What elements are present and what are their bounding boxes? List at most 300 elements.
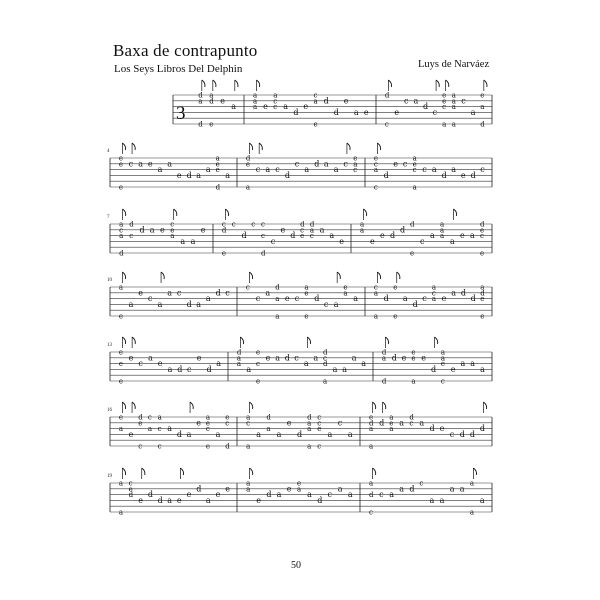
tab-letter: d — [323, 360, 328, 369]
tab-letter: d — [390, 231, 396, 241]
tab-letter: a — [399, 418, 405, 428]
tab-letter: d — [317, 496, 323, 505]
tab-letter: e — [297, 479, 302, 488]
rhythm-flag — [249, 272, 252, 279]
tab-letter: e — [286, 484, 292, 494]
rhythm-flag — [397, 272, 400, 279]
tab-letter: e — [118, 377, 124, 386]
rhythm-flag — [132, 143, 135, 150]
tab-letter: a — [225, 171, 230, 180]
tab-letter: a — [459, 484, 465, 494]
tab-letter: c — [270, 237, 276, 246]
tab-letter: e — [412, 160, 417, 169]
tab-letter: a — [205, 165, 211, 175]
tab-letter: d — [469, 430, 476, 439]
tab-letter: c — [373, 283, 378, 292]
tab-letter: c — [420, 237, 425, 246]
tab-letter: a — [369, 425, 374, 434]
piece-title: Baxa de contrapunto — [113, 41, 258, 60]
rhythm-flag — [347, 143, 350, 150]
tab-letter: d — [307, 413, 312, 422]
tab-system — [107, 143, 492, 192]
tab-letter: a — [297, 485, 302, 494]
tab-letter: a — [276, 490, 282, 500]
tab-letter: a — [332, 365, 338, 374]
tab-letter: c — [261, 232, 265, 241]
tab-letter: a — [304, 283, 309, 292]
tab-letter: d — [409, 413, 414, 422]
tab-letter: a — [323, 159, 329, 169]
tab-letter: a — [266, 425, 271, 434]
tab-letter: c — [255, 294, 261, 304]
tab-letter: e — [225, 484, 230, 494]
measure-number: 4 — [107, 149, 110, 154]
tab-letter: c — [353, 166, 358, 175]
rhythm-flag — [483, 402, 486, 409]
tab-letter: d — [266, 413, 271, 422]
tab-letter: a — [431, 283, 437, 292]
tab-letter: a — [246, 442, 251, 451]
tab-letter: c — [129, 232, 134, 241]
tab-letter: a — [440, 226, 445, 235]
tab-letter: a — [342, 365, 347, 374]
tab-letter: e — [394, 108, 400, 117]
tab-letter: d — [480, 220, 485, 229]
tab-letter: d — [383, 294, 389, 304]
rhythm-flag — [257, 80, 260, 87]
tab-letter: c — [147, 413, 152, 422]
tab-letter: c — [138, 359, 143, 369]
tab-letter: c — [147, 294, 153, 304]
tab-letter: c — [422, 165, 427, 175]
tab-letter: c — [432, 108, 438, 117]
tab-letter: a — [128, 300, 134, 309]
tab-letter: d — [391, 353, 397, 363]
tab-letter: d — [423, 102, 429, 112]
tab-system — [107, 402, 492, 451]
tab-letter: c — [176, 288, 182, 298]
tab-letter: d — [409, 484, 415, 494]
tab-letter: d — [400, 225, 406, 235]
tab-letter: a — [307, 490, 312, 500]
tab-letter: d — [479, 424, 486, 434]
tab-letter: e — [118, 160, 124, 169]
tab-letter: a — [205, 413, 211, 422]
tab-letter: a — [431, 295, 437, 304]
tab-letter: e — [343, 96, 349, 106]
tab-letter: a — [419, 418, 425, 428]
tab-letter: e — [300, 232, 305, 241]
tab-letter: a — [369, 479, 374, 488]
tab-letter: a — [389, 413, 394, 422]
rhythm-flag — [161, 272, 164, 279]
rhythm-flag — [202, 80, 205, 87]
tab-letter: a — [347, 490, 353, 500]
measure-number: 19 — [107, 474, 112, 479]
tab-letter: c — [337, 418, 343, 428]
tab-letter: e — [389, 419, 394, 428]
tab-letter: a — [256, 430, 261, 439]
tab-letter: a — [353, 294, 358, 304]
tab-letter: a — [480, 103, 485, 112]
tab-letter: c — [157, 442, 162, 451]
tab-letter: c — [422, 294, 427, 304]
tab-letter: e — [265, 353, 271, 363]
tab-letter: d — [138, 413, 143, 422]
tab-letter: d — [297, 430, 303, 439]
tab-letter: a — [167, 288, 172, 298]
tab-letter: e — [118, 183, 124, 192]
tab-letter: d — [460, 288, 467, 298]
tab-letter: a — [431, 165, 437, 175]
tab-letter: c — [317, 413, 322, 422]
tab-letter: a — [196, 300, 201, 309]
rhythm-flag — [132, 337, 135, 344]
tab-letter: e — [157, 359, 163, 369]
tab-letter: e — [480, 249, 485, 258]
tab-letter: a — [361, 359, 367, 369]
tab-letter: a — [470, 359, 476, 369]
tab-letter: d — [410, 220, 415, 229]
tab-letter: a — [205, 294, 211, 304]
tab-letter: a — [253, 97, 258, 106]
tab-letter: e — [380, 231, 385, 241]
tab-letter: a — [273, 91, 278, 100]
tab-letter: a — [236, 354, 242, 363]
rhythm-flag — [225, 209, 228, 216]
composer-name: Luys de Narváez — [418, 59, 490, 70]
tab-letter: d — [139, 225, 145, 235]
tab-letter: d — [381, 377, 387, 386]
tab-letter: c — [317, 442, 322, 451]
tab-letter: a — [469, 508, 475, 517]
tab-letter: c — [138, 442, 143, 451]
tab-letter: e — [393, 312, 398, 321]
tab-letter: e — [138, 419, 143, 428]
tab-letter: e — [256, 496, 261, 505]
tab-letter: a — [148, 353, 153, 363]
tab-letter: e — [439, 424, 445, 434]
tab-letter: a — [327, 430, 333, 439]
tab-letter: a — [231, 102, 237, 112]
rhythm-flag — [435, 337, 438, 344]
tab-letter: a — [245, 183, 251, 192]
tab-letter: d — [323, 96, 329, 106]
tab-letter: d — [206, 365, 212, 374]
tab-letter: d — [309, 220, 315, 229]
tab-letter: a — [451, 165, 456, 175]
tab-letter: c — [294, 159, 300, 169]
tab-letter: e — [373, 154, 379, 163]
tab-letter: e — [421, 353, 426, 363]
time-signature: 3 — [176, 103, 186, 124]
tab-letter: d — [293, 108, 299, 117]
tab-letter: a — [451, 120, 456, 129]
tab-letter: e — [196, 418, 201, 428]
tab-letter: c — [294, 294, 300, 304]
tab-letter: c — [261, 220, 265, 229]
tab-letter: c — [317, 419, 322, 428]
tab-letter: d — [129, 220, 134, 229]
tab-letter: a — [167, 159, 172, 169]
tab-letter: a — [430, 231, 435, 241]
tab-letter: a — [275, 312, 280, 321]
tab-letter: e — [215, 490, 221, 500]
tab-letter: d — [245, 154, 251, 163]
tab-letter: d — [198, 120, 203, 129]
tab-letter: a — [389, 425, 394, 434]
tab-letter: c — [256, 360, 260, 369]
tab-letter: c — [119, 226, 124, 235]
tab-letter: a — [440, 220, 445, 229]
tab-letter: a — [411, 377, 416, 386]
tab-letter: e — [304, 289, 309, 298]
tab-letter: c — [449, 430, 455, 439]
rhythm-flag — [473, 468, 476, 475]
tab-system — [107, 337, 492, 386]
tab-letter: c — [409, 419, 414, 428]
tab-letter: a — [190, 237, 196, 246]
tab-letter: a — [313, 353, 319, 363]
tab-letter: a — [275, 295, 280, 304]
tab-letter: c — [419, 479, 424, 488]
tab-letter: d — [290, 231, 296, 241]
tab-system — [107, 209, 492, 258]
tab-letter: e — [176, 496, 182, 505]
tab-letter: a — [157, 413, 162, 422]
tab-letter: e — [441, 294, 447, 304]
tab-letter: a — [149, 225, 155, 235]
tab-letter: a — [209, 91, 214, 100]
rhythm-flag — [259, 143, 262, 150]
tab-letter: c — [323, 300, 329, 309]
tab-letter: c — [294, 353, 299, 363]
tab-letter: a — [429, 496, 435, 505]
tab-letter: d — [215, 288, 221, 298]
tab-letter: a — [373, 289, 379, 298]
tab-letter: a — [333, 165, 339, 175]
tab-letter: d — [429, 424, 435, 434]
tab-letter: c — [273, 97, 278, 106]
tab-letter: e — [343, 283, 348, 292]
tab-letter: d — [266, 490, 272, 500]
tab-letter: a — [360, 226, 365, 235]
tab-letter: e — [209, 120, 214, 129]
tab-letter: e — [303, 102, 309, 112]
tab-letter: d — [369, 419, 374, 428]
tab-letter: e — [128, 485, 133, 494]
tab-letter: d — [198, 91, 203, 100]
rhythm-flag — [446, 80, 449, 87]
tab-letter: e — [128, 353, 134, 363]
tab-letter: e — [186, 490, 192, 500]
tab-letter: e — [215, 166, 220, 175]
tab-letter: c — [480, 232, 484, 241]
tab-letter: a — [138, 159, 143, 169]
tab-letter: e — [200, 225, 206, 235]
tab-letter: e — [363, 108, 369, 117]
tab-letter: e — [280, 225, 286, 235]
tab-letter: a — [198, 97, 203, 106]
tab-letter: a — [451, 91, 456, 100]
tab-letter: a — [265, 288, 271, 298]
tab-letter: a — [470, 108, 476, 117]
tab-letter: e — [369, 413, 374, 422]
tab-letter: c — [412, 166, 417, 175]
tab-letter: e — [118, 312, 124, 321]
tab-letter: d — [480, 289, 485, 298]
tab-letter: a — [442, 120, 447, 129]
tab-letter: e — [411, 348, 416, 357]
tab-letter: c — [373, 183, 378, 192]
rhythm-flag — [250, 402, 253, 409]
tab-letter: a — [180, 237, 186, 246]
tab-letter: a — [440, 354, 446, 363]
tab-letter: a — [333, 300, 339, 309]
tab-letter: c — [431, 289, 436, 298]
tab-letter: d — [177, 365, 183, 374]
tab-letter: e — [160, 225, 165, 235]
tab-letter: e — [225, 413, 230, 422]
tab-letter: e — [118, 154, 124, 163]
tab-letter: a — [381, 354, 387, 363]
rhythm-flag — [213, 80, 216, 87]
tab-letter: a — [353, 108, 359, 117]
tab-letter: e — [215, 160, 220, 169]
tab-letter: d — [369, 491, 374, 500]
tab-letter: e — [460, 171, 466, 180]
tab-letter: a — [205, 496, 211, 505]
tab-letter: a — [157, 300, 163, 309]
tab-letter: e — [450, 365, 456, 374]
tab-letter: d — [470, 294, 476, 304]
tab-system — [107, 468, 492, 517]
tab-letter: d — [333, 108, 339, 117]
tab-letter: c — [327, 490, 332, 500]
tab-letter: c — [187, 365, 192, 374]
rhythm-flag — [132, 402, 135, 409]
tab-letter: a — [449, 484, 455, 494]
rhythm-flag — [436, 80, 439, 87]
tab-letter: c — [221, 220, 226, 229]
tab-letter: d — [275, 283, 280, 292]
tab-letter: e — [480, 312, 485, 321]
tab-letter: a — [253, 103, 258, 112]
tab-system — [107, 272, 492, 321]
tab-letter: e — [480, 91, 485, 100]
tab-letter: a — [276, 430, 282, 439]
tab-letter: d — [383, 171, 389, 180]
tab-letter: e — [138, 288, 143, 298]
tab-letter: d — [323, 348, 328, 357]
tab-letter: a — [451, 103, 456, 112]
tab-letter: a — [451, 288, 456, 298]
tab-letter: c — [313, 91, 318, 100]
tab-letter: d — [384, 91, 390, 100]
tab-letter: e — [170, 226, 175, 235]
tab-letter: c — [300, 226, 305, 235]
tab-letter: a — [118, 508, 124, 517]
tab-letter: a — [480, 365, 485, 374]
tab-letter: d — [186, 300, 192, 309]
tab-letter: c — [442, 103, 447, 112]
tab-letter: e — [480, 295, 485, 304]
tab-letter: a — [450, 237, 455, 246]
tab-letter: c — [245, 283, 250, 292]
rhythm-flag — [373, 402, 376, 409]
tab-letter: e — [284, 294, 290, 304]
tab-letter: a — [216, 359, 221, 369]
page-number: 50 — [291, 560, 301, 571]
tab-letter: d — [459, 430, 465, 439]
tab-letter: a — [480, 283, 485, 292]
tab-letter: a — [343, 289, 348, 298]
tab-letter: e — [370, 237, 375, 246]
tab-letter: c — [128, 479, 133, 488]
tab-letter: a — [351, 353, 357, 363]
tab-letter: a — [360, 220, 365, 229]
tab-letter: d — [412, 300, 418, 309]
rhythm-flag — [122, 337, 125, 344]
tab-letter: c — [170, 220, 175, 229]
tab-letter: e — [118, 413, 124, 422]
tab-letter: c — [157, 425, 162, 434]
tab-letter: d — [176, 430, 183, 439]
tab-letter: a — [118, 283, 124, 292]
tab-letter: a — [460, 359, 466, 369]
tab-letter: d — [284, 171, 291, 180]
rhythm-flag — [123, 209, 126, 216]
tab-letter: c — [323, 354, 327, 363]
tab-letter: e — [440, 360, 446, 369]
tab-letter: e — [442, 97, 447, 106]
tab-letter: c — [231, 220, 236, 229]
tab-letter: e — [263, 102, 268, 112]
tab-letter: a — [246, 413, 251, 422]
tab-letter: e — [176, 171, 182, 180]
rhythm-flag — [142, 468, 145, 475]
tab-letter: e — [442, 91, 447, 100]
tab-letter: c — [246, 419, 251, 428]
rhythm-flag — [122, 468, 125, 475]
tab-letter: d — [186, 171, 192, 180]
tab-letter: c — [273, 103, 278, 112]
tab-letter: a — [265, 165, 271, 175]
tab-letter: c — [461, 96, 466, 106]
tab-letter: e — [401, 353, 407, 363]
tab-letter: e — [196, 353, 202, 363]
tab-letter: a — [303, 359, 309, 369]
tab-letter: a — [246, 485, 251, 494]
tab-letter: e — [118, 360, 124, 369]
tab-letter: a — [399, 484, 405, 494]
tab-letter: d — [314, 294, 320, 304]
tab-letter: d — [221, 226, 227, 235]
tab-letter: e — [317, 425, 322, 434]
tab-letter: d — [441, 171, 447, 180]
tab-letter: e — [138, 496, 143, 505]
measure-number: 13 — [107, 343, 112, 348]
rhythm-flag — [307, 337, 310, 344]
tab-letter: a — [413, 96, 419, 106]
tab-letter: d — [196, 484, 202, 494]
tab-letter: a — [253, 91, 258, 100]
rhythm-flag — [337, 272, 340, 279]
tab-letter: e — [460, 231, 465, 241]
tab-letter: a — [319, 225, 325, 235]
tab-letter: a — [470, 231, 475, 241]
tab-letter: c — [480, 165, 485, 175]
